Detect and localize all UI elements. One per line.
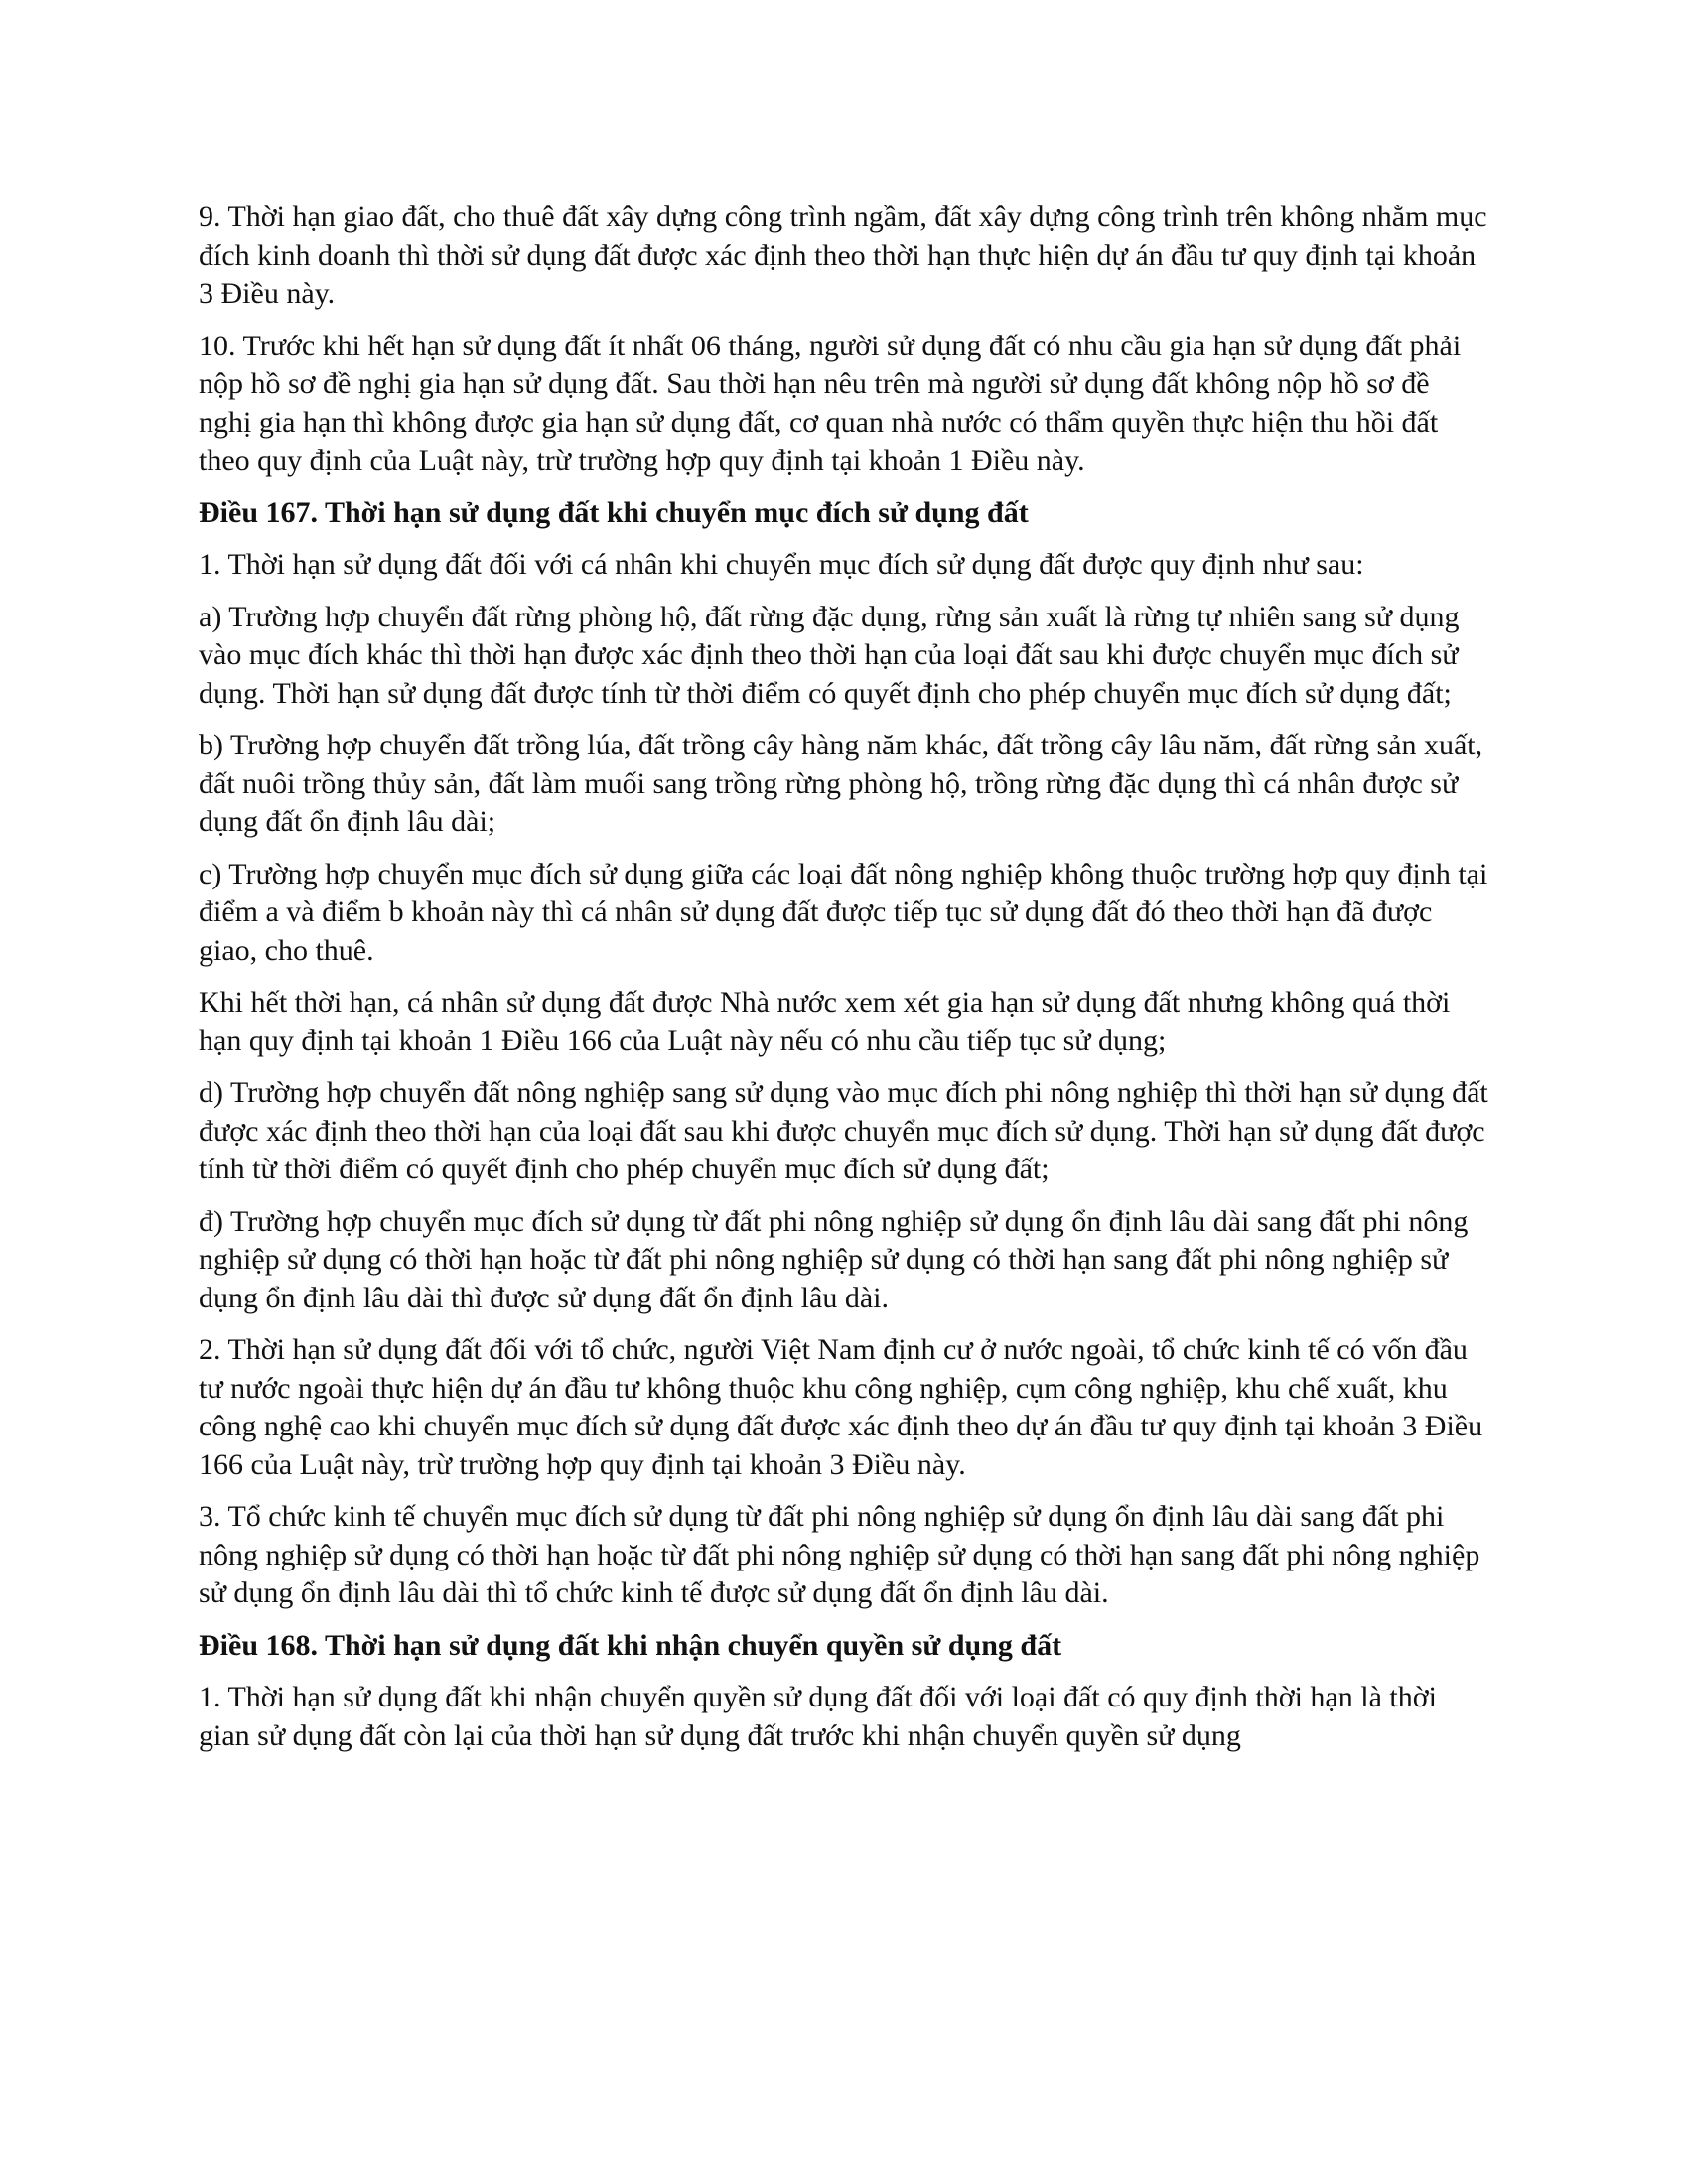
paragraph-167-1d: d) Trường hợp chuyển đất nông nghiệp sang sử dụng vào mục đích phi nông nghiệp thì thời hạn sử dụng đất được xác định theo thời hạn của loại đất sau khi được chuyển mục đích sử dụng. Thời hạn sử dụng đất được tính từ thời điểm có quyết định cho phép chuyển mục đích sử dụng đất; bbox=[199, 1076, 1488, 1185]
paragraph-10: 10. Trước khi hết hạn sử dụng đất ít nhất 06 tháng, người sử dụng đất có nhu cầu gia hạn sử dụng đất phải nộp hồ sơ đề nghị gia hạn sử dụng đất. Sau thời hạn nêu trên mà người sử dụng đất không nộp hồ sơ đề nghị gia hạn thì không được gia hạn sử dụng đất, cơ quan nhà nước có thẩm quyền thực hiện thu hồi đất theo quy định của Luật này, trừ trường hợp quy định tại khoản 1 Điều này. bbox=[199, 329, 1462, 477]
paragraph-167-3: 3. Tổ chức kinh tế chuyển mục đích sử dụng từ đất phi nông nghiệp sử dụng ổn định lâu dài sang đất phi nông nghiệp sử dụng có thời hạn hoặc từ đất phi nông nghiệp sử dụng có thời hạn sang đất phi nông nghiệp sử dụng ổn định lâu dài thì tổ chức kinh tế được sử dụng đất ổn định lâu dài. bbox=[199, 1500, 1480, 1609]
paragraph-167-1: 1. Thời hạn sử dụng đất đối với cá nhân khi chuyển mục đích sử dụng đất được quy định như sau: bbox=[199, 548, 1364, 581]
article-167-heading: Điều 167. Thời hạn sử dụng đất khi chuyển mục đích sử dụng đất bbox=[199, 495, 1029, 529]
document-page bbox=[199, 199, 1489, 1769]
paragraph-167-2: 2. Thời hạn sử dụng đất đối với tổ chức, người Việt Nam định cư ở nước ngoài, tổ chức kinh tế có vốn đầu tư nước ngoài thực hiện dự án đầu tư không thuộc khu công nghiệp, cụm công nghiệp, khu chế xuất, khu công nghệ cao khi chuyển mục đích sử dụng đất được xác định theo dự án đầu tư quy định tại khoản 3 Điều 166 của Luật này, trừ trường hợp quy định tại khoản 3 Điều này. bbox=[199, 1333, 1483, 1481]
paragraph-168-1: 1. Thời hạn sử dụng đất khi nhận chuyển quyền sử dụng đất đối với loại đất có quy định thời hạn là thời gian sử dụng đất còn lại của thời hạn sử dụng đất trước khi nhận chuyển quyền sử dụng bbox=[199, 1681, 1437, 1752]
paragraph-9: 9. Thời hạn giao đất, cho thuê đất xây dựng công trình ngầm, đất xây dựng công trình trên không nhằm mục đích kinh doanh thì thời sử dụng đất được xác định theo thời hạn thực hiện dự án đầu tư quy định tại khoản 3 Điều này. bbox=[199, 201, 1487, 310]
paragraph-167-1dd: đ) Trường hợp chuyển mục đích sử dụng từ đất phi nông nghiệp sử dụng ổn định lâu dài sang đất phi nông nghiệp sử dụng có thời hạn hoặc từ đất phi nông nghiệp sử dụng có thời hạn sang đất phi nông nghiệp sử dụng ổn định lâu dài thì được sử dụng đất ổn định lâu dài. bbox=[199, 1204, 1469, 1314]
paragraph-167-1c-continued: Khi hết thời hạn, cá nhân sử dụng đất được Nhà nước xem xét gia hạn sử dụng đất nhưng không quá thời hạn quy định tại khoản 1 Điều 166 của Luật này nếu có nhu cầu tiếp tục sử dụng; bbox=[199, 986, 1451, 1057]
paragraph-167-1b: b) Trường hợp chuyển đất trồng lúa, đất trồng cây hàng năm khác, đất trồng cây lâu năm, đất rừng sản xuất, đất nuôi trồng thủy sản, đất làm muối sang trồng rừng phòng hộ, trồng rừng đặc dụng thì cá nhân được sử dụng đất ổn định lâu dài; bbox=[199, 729, 1483, 838]
paragraph-167-1a: a) Trường hợp chuyển đất rừng phòng hộ, đất rừng đặc dụng, rừng sản xuất là rừng tự nhiên sang sử dụng vào mục đích khác thì thời hạn được xác định theo thời hạn của loại đất sau khi được chuyển mục đích sử dụng. Thời hạn sử dụng đất được tính từ thời điểm có quyết định cho phép chuyển mục đích sử dụng đất; bbox=[199, 600, 1460, 710]
article-168-heading: Điều 168. Thời hạn sử dụng đất khi nhận chuyển quyền sử dụng đất bbox=[199, 1628, 1062, 1662]
paragraph-167-1c: c) Trường hợp chuyển mục đích sử dụng giữa các loại đất nông nghiệp không thuộc trường hợp quy định tại điểm a và điểm b khoản này thì cá nhân sử dụng đất được tiếp tục sử dụng đất đó theo thời hạn đã được giao, cho thuê. bbox=[199, 857, 1488, 967]
